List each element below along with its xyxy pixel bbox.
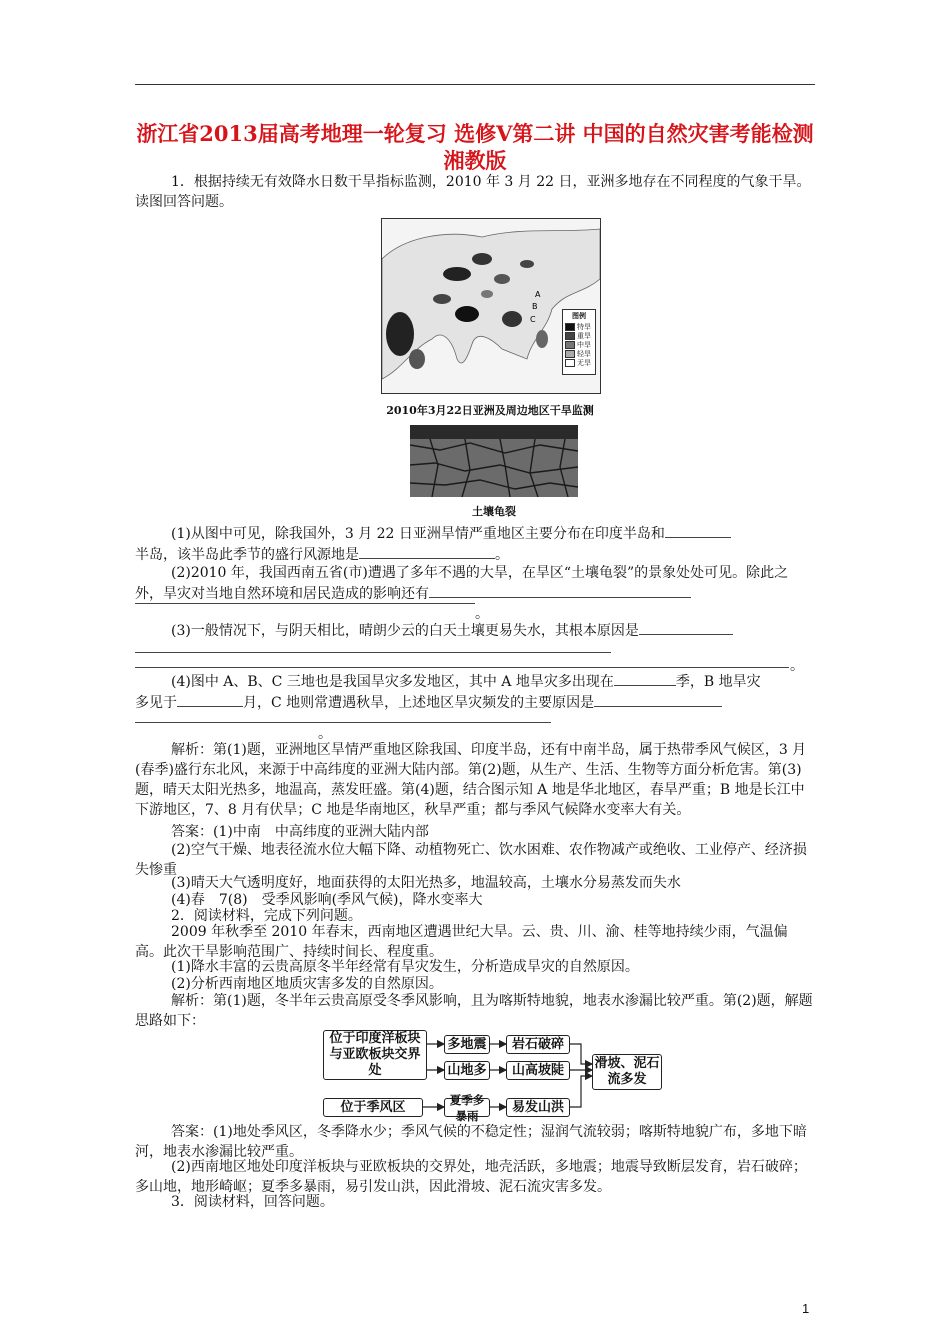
drought-map bbox=[381, 218, 601, 394]
q1-part3-end: 。 bbox=[790, 658, 804, 674]
q1-part1-text-a: (1)从图中可见，除我国外，3 月 22 日亚洲旱情严重地区主要分布在印度半岛和 bbox=[171, 526, 665, 542]
answer-blank bbox=[665, 523, 731, 538]
map-caption: 2010年3月22日亚洲及周边地区干旱监测 bbox=[386, 404, 594, 417]
q1-answer-3: (3)晴天大气透明度好，地面获得的太阳光热多，地温较高，土壤水分易蒸发而失水 bbox=[171, 875, 681, 891]
answer-blank bbox=[429, 583, 691, 598]
q1-answer-1: 答案：(1)中南 中高纬度的亚洲大陆内部 bbox=[171, 824, 429, 840]
cracked-soil-photo bbox=[410, 425, 578, 497]
flow-box-monsoon: 位于季风区 bbox=[323, 1098, 423, 1117]
q1-part2-text: (2)2010 年，我国西南五省(市)遭遇了多年不遇的大旱，在旱区“土壤龟裂”的景象处处可见。除此之外，旱灾对当地自然环境和居民造成的影响还有 bbox=[135, 565, 789, 602]
answer-line bbox=[135, 722, 551, 723]
legend-item bbox=[565, 331, 593, 340]
flow-diagram bbox=[323, 1030, 669, 1122]
q1-part4-text-d: 月，C 地则常遭遇秋旱，上述地区旱灾频发的主要原因是 bbox=[243, 695, 595, 711]
q2-answer-2: (2)西南地区地处印度洋板块与亚欧板块的交界处，地壳活跃，多地震；地震导致断层发育，岩石破碎；多山地，地形崎岖；夏季多暴雨，易引发山洪，因此滑坡、泥石流灾害多发。 bbox=[135, 1159, 807, 1195]
legend-swatch bbox=[565, 323, 575, 331]
q1-part1-text-c: 。 bbox=[495, 547, 509, 563]
q2-answer-1: 答案：(1)地处季风区，冬季降水少；季风气候的不稳定性；湿润气流较弱；喀斯特地貌广布，多地下暗河，地表水渗漏比较严重。 bbox=[135, 1124, 807, 1160]
q1-part1-text-b: 半岛，该半岛此季节的盛行风源地是 bbox=[135, 547, 359, 563]
header-rule bbox=[135, 84, 815, 85]
flow-box-steep-slopes: 山高坡陡 bbox=[506, 1061, 570, 1080]
flow-box-mountains: 山地多 bbox=[444, 1061, 490, 1080]
q1-part4-text-c: 多见于 bbox=[135, 695, 177, 711]
q1-part4-text-b: 季，B 地旱灾 bbox=[675, 674, 761, 690]
q3-intro: 3．阅读材料，回答问题。 bbox=[171, 1194, 334, 1210]
map-label-c: C bbox=[530, 315, 536, 324]
legend-label: 重旱 bbox=[577, 331, 591, 340]
photo-caption: 土壤龟裂 bbox=[472, 505, 516, 518]
document-title: 浙江省2013届高考地理一轮复习 选修Ⅴ第二讲 中国的自然灾害考能检测 湘教版 bbox=[136, 121, 814, 173]
legend-label: 无旱 bbox=[577, 358, 591, 367]
flow-box-result: 滑坡、泥石流多发 bbox=[592, 1054, 662, 1090]
q1-part2 bbox=[135, 563, 815, 604]
q2-material: 2009 年秋季至 2010 年春末，西南地区遭遇世纪大旱。云、贵、川、渝、桂等地持续少雨，气温偏高。此次干旱影响范围广、持续时间长、程度重。 bbox=[135, 924, 788, 960]
q1-part1 bbox=[135, 523, 815, 565]
answer-line bbox=[135, 667, 789, 668]
answer-line bbox=[135, 603, 475, 604]
legend-label: 特旱 bbox=[577, 322, 591, 331]
q1-part4 bbox=[135, 671, 815, 713]
flow-box-flash-flood: 易发山洪 bbox=[506, 1098, 570, 1117]
page-number: 1 bbox=[802, 1301, 810, 1316]
q1-part4-end: 。 bbox=[318, 726, 332, 742]
q2-intro: 2．阅读材料，完成下列问题。 bbox=[171, 908, 362, 924]
q2-analysis: 解析：第(1)题，冬半年云贵高原受冬季风影响，且为喀斯特地貌，地表水渗漏比较严重。第(2)题，解题思路如下： bbox=[135, 993, 813, 1029]
legend-title: 图例 bbox=[572, 311, 586, 320]
q1-analysis: 解析：第(1)题，亚洲地区旱情严重地区除我国、印度半岛，还有中南半岛，属于热带季风气候区，3 月(春季)盛行东北风，来源于中高纬度的亚洲大陆内部。第(2)题，从生产、生活、生物等方面分析危害。第(3)题，晴天太阳光热多，地温高，蒸发旺盛。第(4)题，结合图示知 A 地是华北地区，春旱严重；B 地是长江中下游地区，7、8 月有伏旱；C 地是华南地区，秋旱严重；都与季风气候降水变率大有关。 bbox=[135, 742, 807, 818]
legend-item bbox=[565, 340, 593, 349]
map-legend bbox=[562, 309, 596, 375]
answer-blank bbox=[177, 692, 243, 707]
legend-swatch bbox=[565, 341, 575, 349]
map-label-a: A bbox=[535, 290, 541, 299]
legend-item bbox=[565, 349, 593, 358]
q1-part3-text: (3)一般情况下，与阴天相比，晴朗少云的白天土壤更易失水，其根本原因是 bbox=[171, 623, 639, 639]
q1-part2-end: 。 bbox=[475, 606, 489, 622]
q1-answer-4: (4)春 7(8) 受季风影响(季风气候)，降水变率大 bbox=[171, 892, 483, 908]
flow-box-broken-rock: 岩石破碎 bbox=[506, 1035, 570, 1054]
q1-intro: 1．根据持续无有效降水日数干旱指标监测，2010 年 3 月 22 日，亚洲多地存在不同程度的气象干旱。读图回答问题。 bbox=[135, 174, 811, 210]
q2-sub1: (1)降水丰富的云贵高原冬半年经常有旱灾发生，分析造成旱灾的自然原因。 bbox=[171, 959, 639, 975]
legend-swatch bbox=[565, 359, 575, 367]
answer-blank bbox=[594, 692, 722, 707]
legend-item bbox=[565, 358, 593, 367]
answer-line bbox=[135, 652, 611, 653]
q1-answer-2: (2)空气干燥、地表径流水位大幅下降、动植物死亡、饮水困难、农作物减产或绝收、工业停产、经济损失惨重 bbox=[135, 842, 807, 878]
flow-box-summer-rain: 夏季多暴雨 bbox=[444, 1098, 490, 1117]
legend-swatch bbox=[565, 332, 575, 340]
answer-blank bbox=[639, 620, 733, 635]
legend-label: 轻旱 bbox=[577, 349, 591, 358]
q1-part4-text-a: (4)图中 A、B、C 三地也是我国旱灾多发地区，其中 A 地旱灾多出现在 bbox=[171, 674, 614, 690]
answer-blank bbox=[359, 544, 495, 559]
flow-box-plate-boundary: 位于印度洋板块与亚欧板块交界处 bbox=[323, 1030, 427, 1080]
q2-sub2: (2)分析西南地区地质灾害多发的自然原因。 bbox=[171, 976, 443, 992]
map-label-b: B bbox=[532, 302, 538, 311]
legend-label: 中旱 bbox=[577, 340, 591, 349]
legend-items bbox=[565, 322, 593, 367]
legend-item bbox=[565, 322, 593, 331]
flow-box-earthquakes: 多地震 bbox=[444, 1035, 490, 1054]
answer-blank bbox=[614, 671, 676, 686]
legend-swatch bbox=[565, 350, 575, 358]
q1-part3 bbox=[135, 620, 815, 641]
